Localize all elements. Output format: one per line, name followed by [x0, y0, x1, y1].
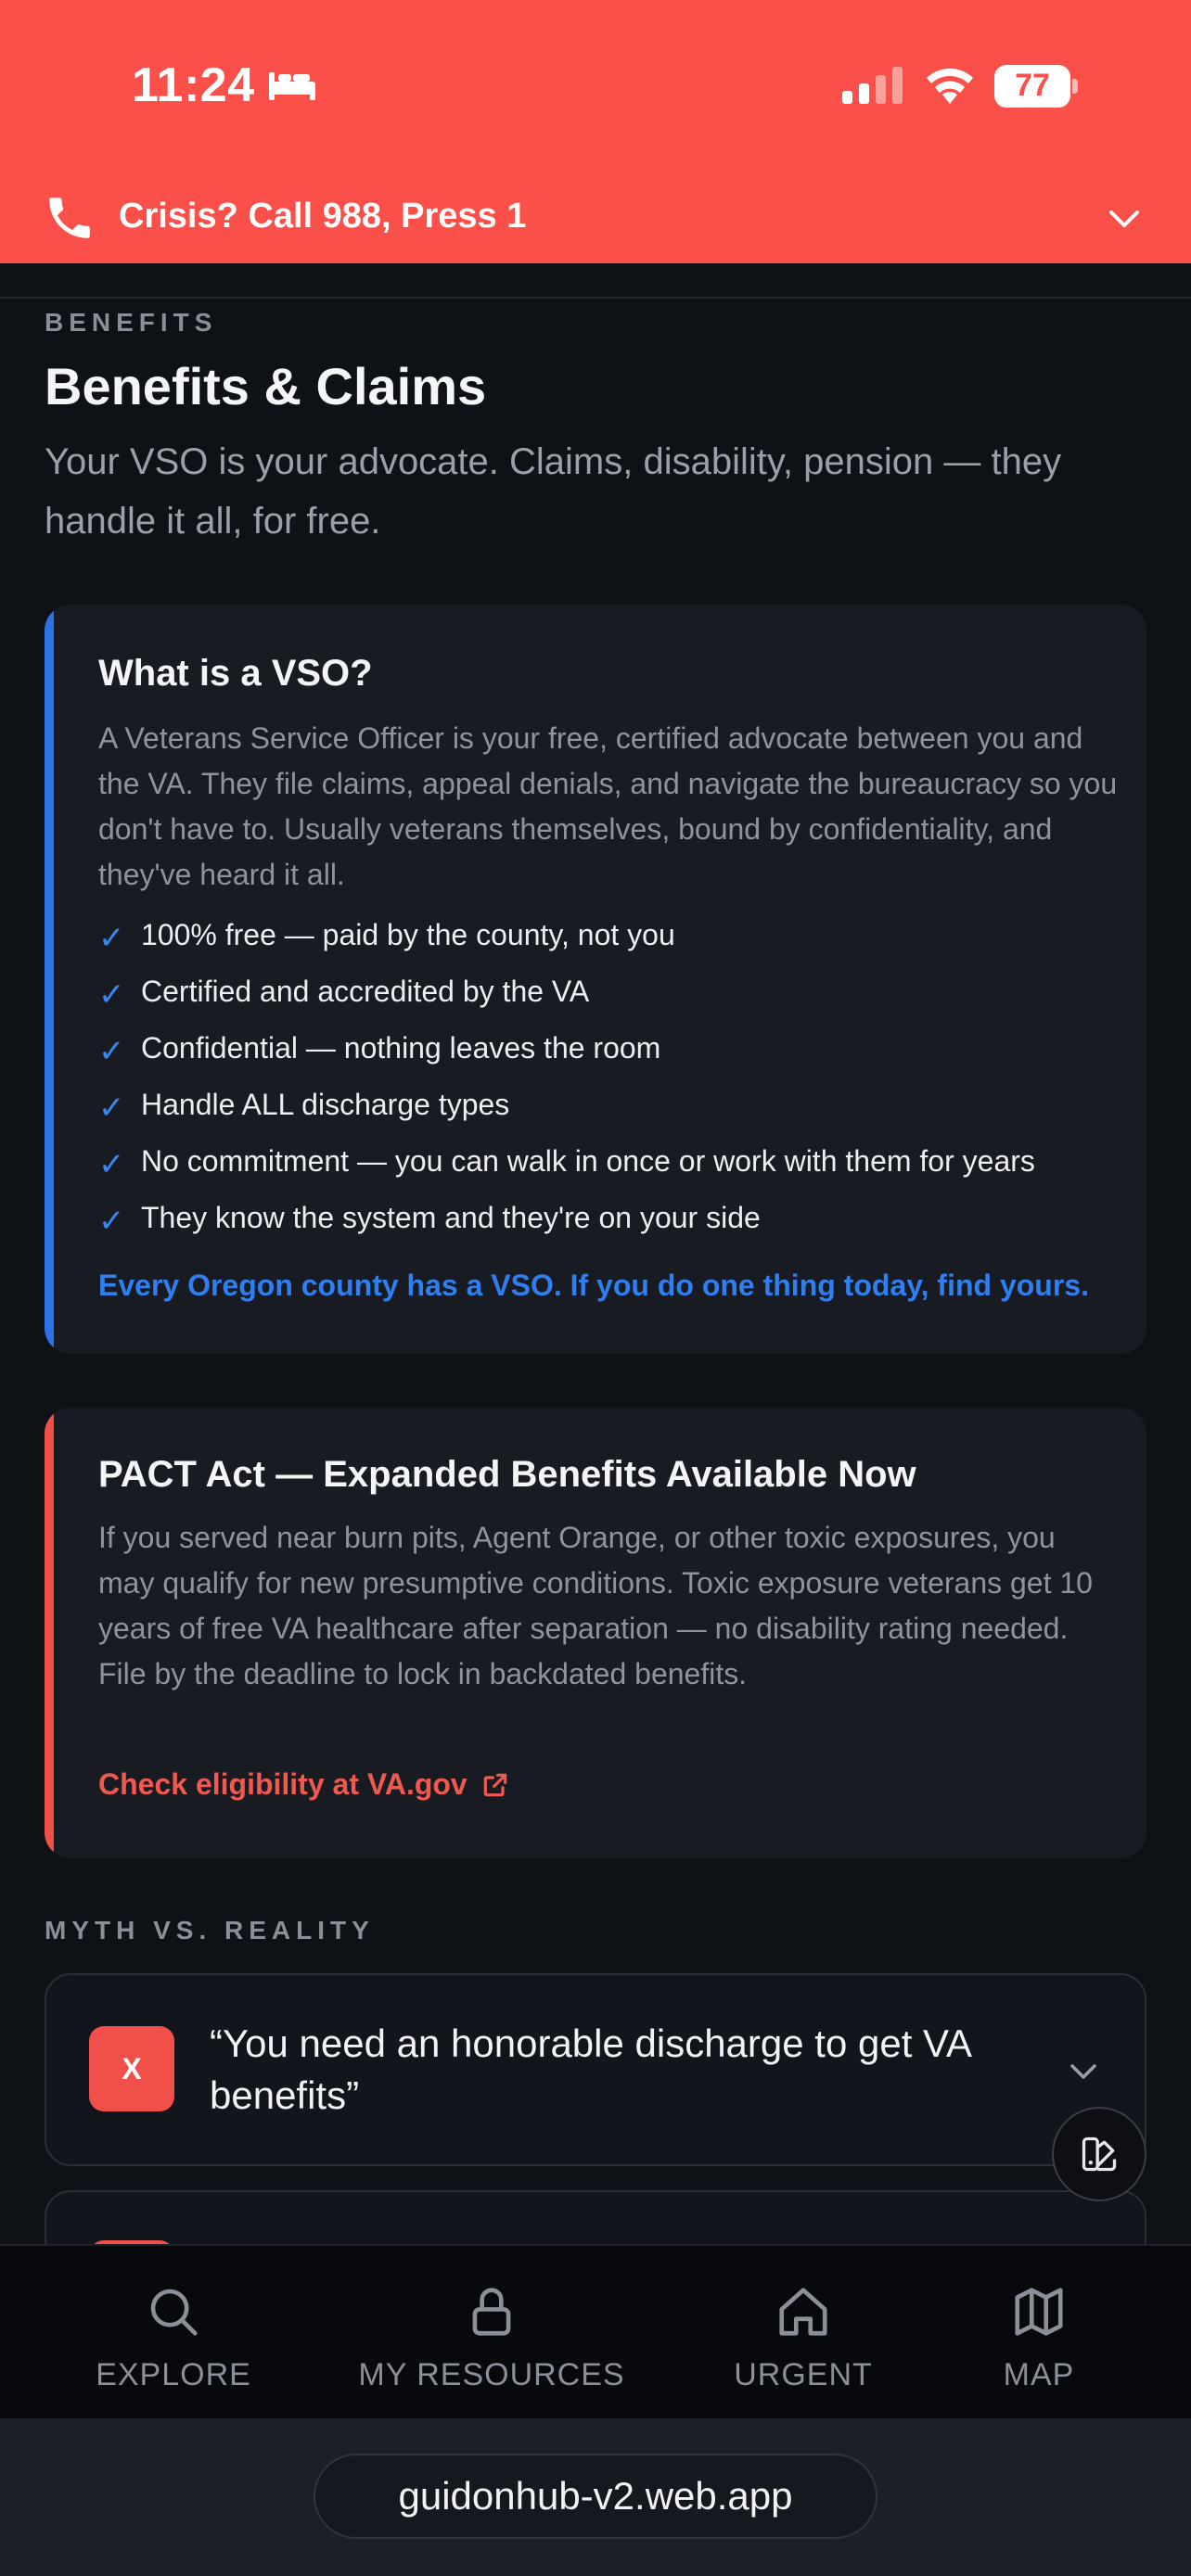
list-item: ✓ Confidential — nothing leaves the room: [98, 1031, 661, 1069]
header-divider: [0, 297, 1191, 299]
phone-icon: [43, 191, 96, 245]
address-bar-url: guidonhub-v2.web.app: [398, 2474, 793, 2518]
myth-badge: X: [89, 2026, 174, 2111]
wifi-icon: [924, 65, 976, 104]
browser-toolbar: [0, 2418, 1191, 2576]
nav-explore-label: EXPLORE: [96, 2357, 251, 2392]
list-item: ✓ No commitment — you can walk in once or work with them for years: [98, 1144, 1035, 1182]
myth-section-eyebrow: MYTH VS. REALITY: [45, 1916, 375, 1945]
search-icon: [145, 2283, 202, 2340]
crisis-banner-text: Crisis? Call 988, Press 1: [119, 197, 527, 236]
status-time: 11:24: [132, 58, 255, 112]
myth-statement: “You need an honorable discharge to get VA benefits”: [210, 2021, 970, 2117]
home-icon: [775, 2283, 832, 2340]
nav-explore[interactable]: [93, 2283, 254, 2393]
list-item: ✓ They know the system and they're on your side: [98, 1201, 761, 1239]
pact-card-body: If you served near burn pits, Agent Orange, or other toxic exposures, you may qualify for new presumptive conditions. Toxic exposure veterans get 10 years of free VA healthcare after separation — no disability rating needed. File by the deadline to lock in backdated benefits.: [98, 1521, 1093, 1690]
checkmark-icon: ✓: [98, 1204, 125, 1239]
vso-info-card: [45, 605, 1146, 1354]
bottom-navigation: [0, 2244, 1191, 2418]
external-link-icon: [480, 1770, 510, 1800]
chevron-down-icon[interactable]: [1106, 200, 1143, 237]
myth-accordion-item[interactable]: [45, 1973, 1146, 2166]
vso-card-title: What is a VSO?: [98, 653, 373, 694]
address-bar[interactable]: [314, 2454, 877, 2539]
vso-benefits-list: [98, 918, 1128, 1257]
vso-card-body: A Veterans Service Officer is your free, certified advocate between you and the VA. They file claims, appeal denials, and navigate the bureaucracy so you don't have to. Usually veterans themselves, bound by confidentiality, and they've heard it all.: [98, 721, 1118, 891]
list-item: ✓ Handle ALL discharge types: [98, 1088, 510, 1126]
nav-map[interactable]: [983, 2283, 1095, 2393]
pact-card-title: PACT Act — Expanded Benefits Available Now: [98, 1454, 916, 1495]
map-icon: [1010, 2283, 1068, 2340]
nav-urgent-label: URGENT: [734, 2357, 873, 2392]
battery-percent: 77: [1015, 68, 1050, 103]
palette-icon: [1079, 2134, 1120, 2174]
sleep-focus-icon: [267, 69, 317, 102]
checkmark-icon: ✓: [98, 1090, 125, 1126]
nav-my-resources[interactable]: [352, 2283, 631, 2393]
pact-act-card: [45, 1408, 1146, 1858]
list-item: ✓ Certified and accredited by the VA: [98, 975, 590, 1013]
nav-urgent[interactable]: [729, 2283, 877, 2393]
checkmark-icon: ✓: [98, 1147, 125, 1182]
nav-map-label: MAP: [1003, 2357, 1075, 2392]
card-accent-bar: [45, 605, 54, 1354]
theme-toggle-button[interactable]: [1052, 2107, 1146, 2201]
check-eligibility-label: Check eligibility at VA.gov: [98, 1767, 467, 1801]
nav-my-resources-label: MY RESOURCES: [358, 2357, 625, 2392]
checkmark-icon: ✓: [98, 921, 125, 956]
page-title: Benefits & Claims: [45, 357, 487, 415]
crisis-banner[interactable]: [0, 182, 1191, 263]
checkmark-icon: ✓: [98, 977, 125, 1013]
lock-icon: [463, 2283, 520, 2340]
list-item: ✓ 100% free — paid by the county, not you: [98, 918, 675, 956]
find-vso-link[interactable]: Every Oregon county has a VSO. If you do one thing today, find yours.: [98, 1269, 1089, 1302]
card-accent-bar: [45, 1408, 54, 1858]
battery-indicator: [994, 65, 1078, 108]
section-eyebrow: BENEFITS: [45, 308, 218, 337]
top-banner: [0, 0, 1191, 263]
cellular-signal-icon: [842, 67, 903, 104]
check-eligibility-link[interactable]: [98, 1767, 510, 1802]
checkmark-icon: ✓: [98, 1034, 125, 1069]
page-subtitle: Your VSO is your advocate. Claims, disability, pension — they handle it all, for free.: [45, 441, 1062, 542]
chevron-down-icon[interactable]: [1065, 2053, 1102, 2090]
